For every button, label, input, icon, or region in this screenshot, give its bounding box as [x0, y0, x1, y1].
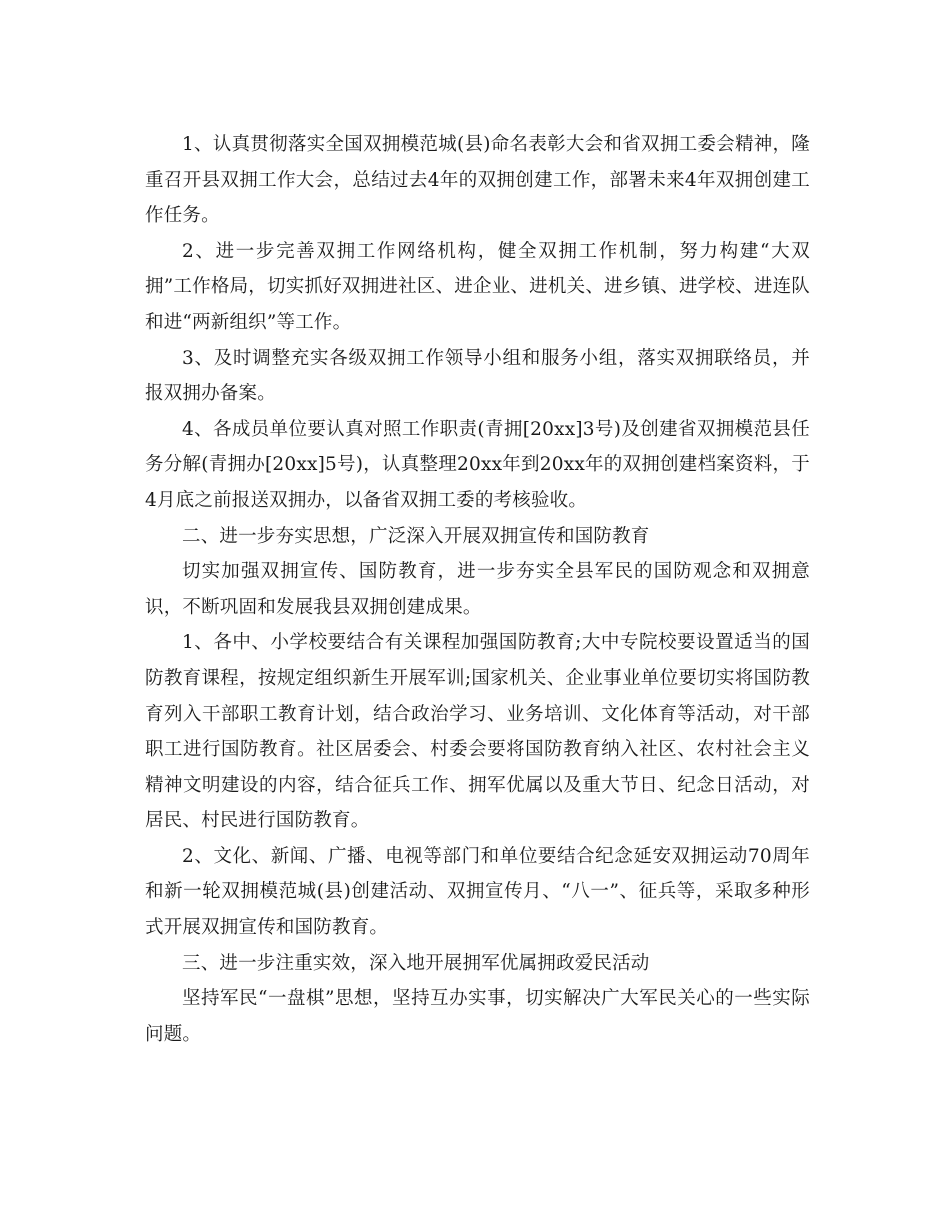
paragraph-item-1: 1、认真贯彻落实全国双拥模范城(县)命名表彰大会和省双拥工委会精神，隆重召开县双拥工作大会，总结过去4年的双拥创建工作，部署未来4年双拥创建工作任务。	[145, 134, 810, 227]
paragraph-item-5: 1、各中、小学校要结合有关课程加强国防教育;大中专院校要设置适当的国防教育课程，按规定组织新生开展军训;国家机关、企业事业单位要切实将国防教育列入干部职工教育计划，结合政治学习、业务培训、文化体育等活动，对干部职工进行国防教育。社区居委会、村委会要将国防教育纳入社区、农村社会主义精神文明建设的内容，结合征兵工作、拥军优属以及重大节日、纪念日活动，对居民、村民进行国防教育。	[145, 632, 810, 832]
paragraph-item-4: 4、各成员单位要认真对照工作职责(青拥[20xx]3号)及创建省双拥模范县任务分解(青拥办[20xx]5号)，认真整理20xx年到20xx年的双拥创建档案资料，于4月底之前报送双拥办，以备省双拥工委的考核验收。	[145, 418, 810, 511]
section-intro-3: 坚持军民“一盘棋”思想，坚持互办实事，切实解决广大军民关心的一些实际问题。	[145, 988, 810, 1045]
section-heading-3: 三、进一步注重实效，深入地开展拥军优属拥政爱民活动	[182, 952, 650, 974]
paragraph-item-6: 2、文化、新闻、广播、电视等部门和单位要结合纪念延安双拥运动70周年和新一轮双拥模范城(县)创建活动、双拥宣传月、“八一”、征兵等，采取多种形式开展双拥宣传和国防教育。	[145, 845, 810, 939]
paragraph-item-3: 3、及时调整充实各级双拥工作领导小组和服务小组，落实双拥联络员，并报双拥办备案。	[145, 347, 810, 405]
section-intro-2: 切实加强双拥宣传、国防教育，进一步夯实全县军民的国防观念和双拥意识，不断巩固和发展我县双拥创建成果。	[145, 561, 810, 618]
document-body	[145, 127, 810, 1052]
paragraph-item-2: 2、进一步完善双拥工作网络机构，健全双拥工作机制，努力构建“大双拥”工作格局，切实抓好双拥进社区、进企业、进机关、进乡镇、进学校、进连队和进“两新组织”等工作。	[145, 240, 810, 333]
section-heading-2: 二、进一步夯实思想，广泛深入开展双拥宣传和国防教育	[182, 525, 650, 547]
